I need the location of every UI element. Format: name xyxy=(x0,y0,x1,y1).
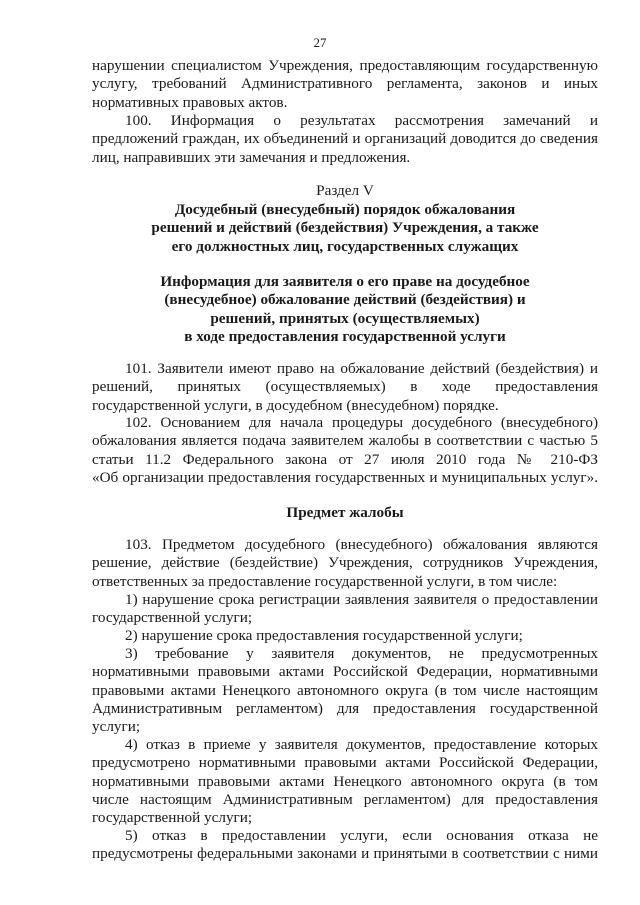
list-item-2 xyxy=(92,627,598,645)
text-line: государственной услуги, в досудебном (внесудебном) порядке. xyxy=(92,396,499,414)
text-line: нарушении специалистом Учреждения, предоставляющим государственную xyxy=(92,57,598,74)
section-title-line: Досудебный (внесудебный) порядок обжалования xyxy=(174,201,516,218)
text-line: 103. Предметом досудебного (внесудебного) обжалования являются xyxy=(125,536,598,553)
text-line: государственной услуги; xyxy=(92,609,253,627)
text-line: числе настоящим Административным регламентом) для предоставления xyxy=(92,790,598,808)
text-line: ответственных за предоставление государственной услуги, в том числе: xyxy=(92,572,558,590)
subheading-line: Информация для заявителя о его праве на досудебное xyxy=(160,273,530,290)
text-line: 4) отказ в приеме у заявителя документов, предоставление которых xyxy=(125,736,598,753)
text-line: нормативными правовыми актами Российской Федерации, нормативными xyxy=(92,663,598,681)
paragraph-103 xyxy=(92,536,598,591)
text-line: предусмотрено нормативными правовыми актами Российской Федерации, xyxy=(92,754,598,772)
text-line: статьи 11.2 Федерального закона от 27 июля 2010 года № 210-ФЗ xyxy=(92,450,598,468)
subject-heading: Предмет жалобы xyxy=(286,504,404,521)
list-item-1 xyxy=(92,591,598,628)
text-line: 2) нарушение срока предоставления государственной услуги; xyxy=(125,627,523,644)
text-line: 3) требование у заявителя документов, не предусмотренных xyxy=(125,645,598,662)
text-line: 102. Основанием для начала процедуры досудебного (внесудебного) xyxy=(125,414,598,431)
list-item-4 xyxy=(92,736,598,827)
subheading-line: в ходе предоставления государственной услуги xyxy=(184,327,506,345)
subheading-line: решений, принятых (осуществляемых) xyxy=(210,309,480,327)
section-title xyxy=(92,201,598,256)
text-line: 5) отказ в предоставлении услуги, если основания отказа не xyxy=(125,827,598,844)
text-line: нормативных правовых актов. xyxy=(92,93,288,111)
text-line: решение, действие (бездействие) Учреждения, сотрудников Учреждения, xyxy=(92,554,598,572)
text-line: 100. Информация о результатах рассмотрения замечаний и xyxy=(125,112,598,129)
text-line: решений, принятых (осуществляемых) в ходе предоставления xyxy=(92,378,598,396)
list-item-5 xyxy=(92,827,598,864)
text-line: услугу, требований Административного регламента, законов и иных xyxy=(92,75,598,93)
subheading-rights xyxy=(92,273,598,346)
text-line: государственной услуги; xyxy=(92,809,253,827)
paragraph-100 xyxy=(92,112,598,167)
paragraph-101 xyxy=(92,360,598,415)
section-label: Раздел V xyxy=(316,182,374,199)
text-line: Административным регламентом) для предоставления государственной xyxy=(92,699,598,717)
text-line: нормативными правовыми актами Ненецкого автономного округа (в том xyxy=(92,772,598,790)
paragraph-continuation xyxy=(92,57,598,112)
list-item-3 xyxy=(92,645,598,736)
paragraph-102 xyxy=(92,414,598,487)
text-line: правовыми актами Ненецкого автономного округа (в том числе настоящим xyxy=(92,681,598,699)
section-title-line: его должностных лиц, государственных служащих xyxy=(171,237,519,255)
subheading-line: (внесудебное) обжалование действий (бездействия) и xyxy=(164,291,526,309)
page-number: 27 xyxy=(313,35,327,50)
text-line: 101. Заявители имеют право на обжалование действий (бездействия) и xyxy=(125,360,598,377)
text-line: услуги; xyxy=(92,718,141,736)
section-title-line: решений и действий (бездействия) Учреждения, а также xyxy=(151,219,539,237)
text-line: 1) нарушение срока регистрации заявления заявителя о предоставлении xyxy=(125,591,598,608)
text-line: «Об организации предоставления государственных и муниципальных услуг». xyxy=(92,468,598,486)
text-line: предложений граждан, их объединений и организаций доводится до сведения xyxy=(92,130,598,148)
text-line: лиц, направивших эти замечания и предложения. xyxy=(92,148,411,166)
text-line: обжалования является подача заявителем жалобы в соответствии с частью 5 xyxy=(92,432,598,450)
text-line: предусмотрены федеральными законами и принятыми в соответствии с ними xyxy=(92,845,598,863)
